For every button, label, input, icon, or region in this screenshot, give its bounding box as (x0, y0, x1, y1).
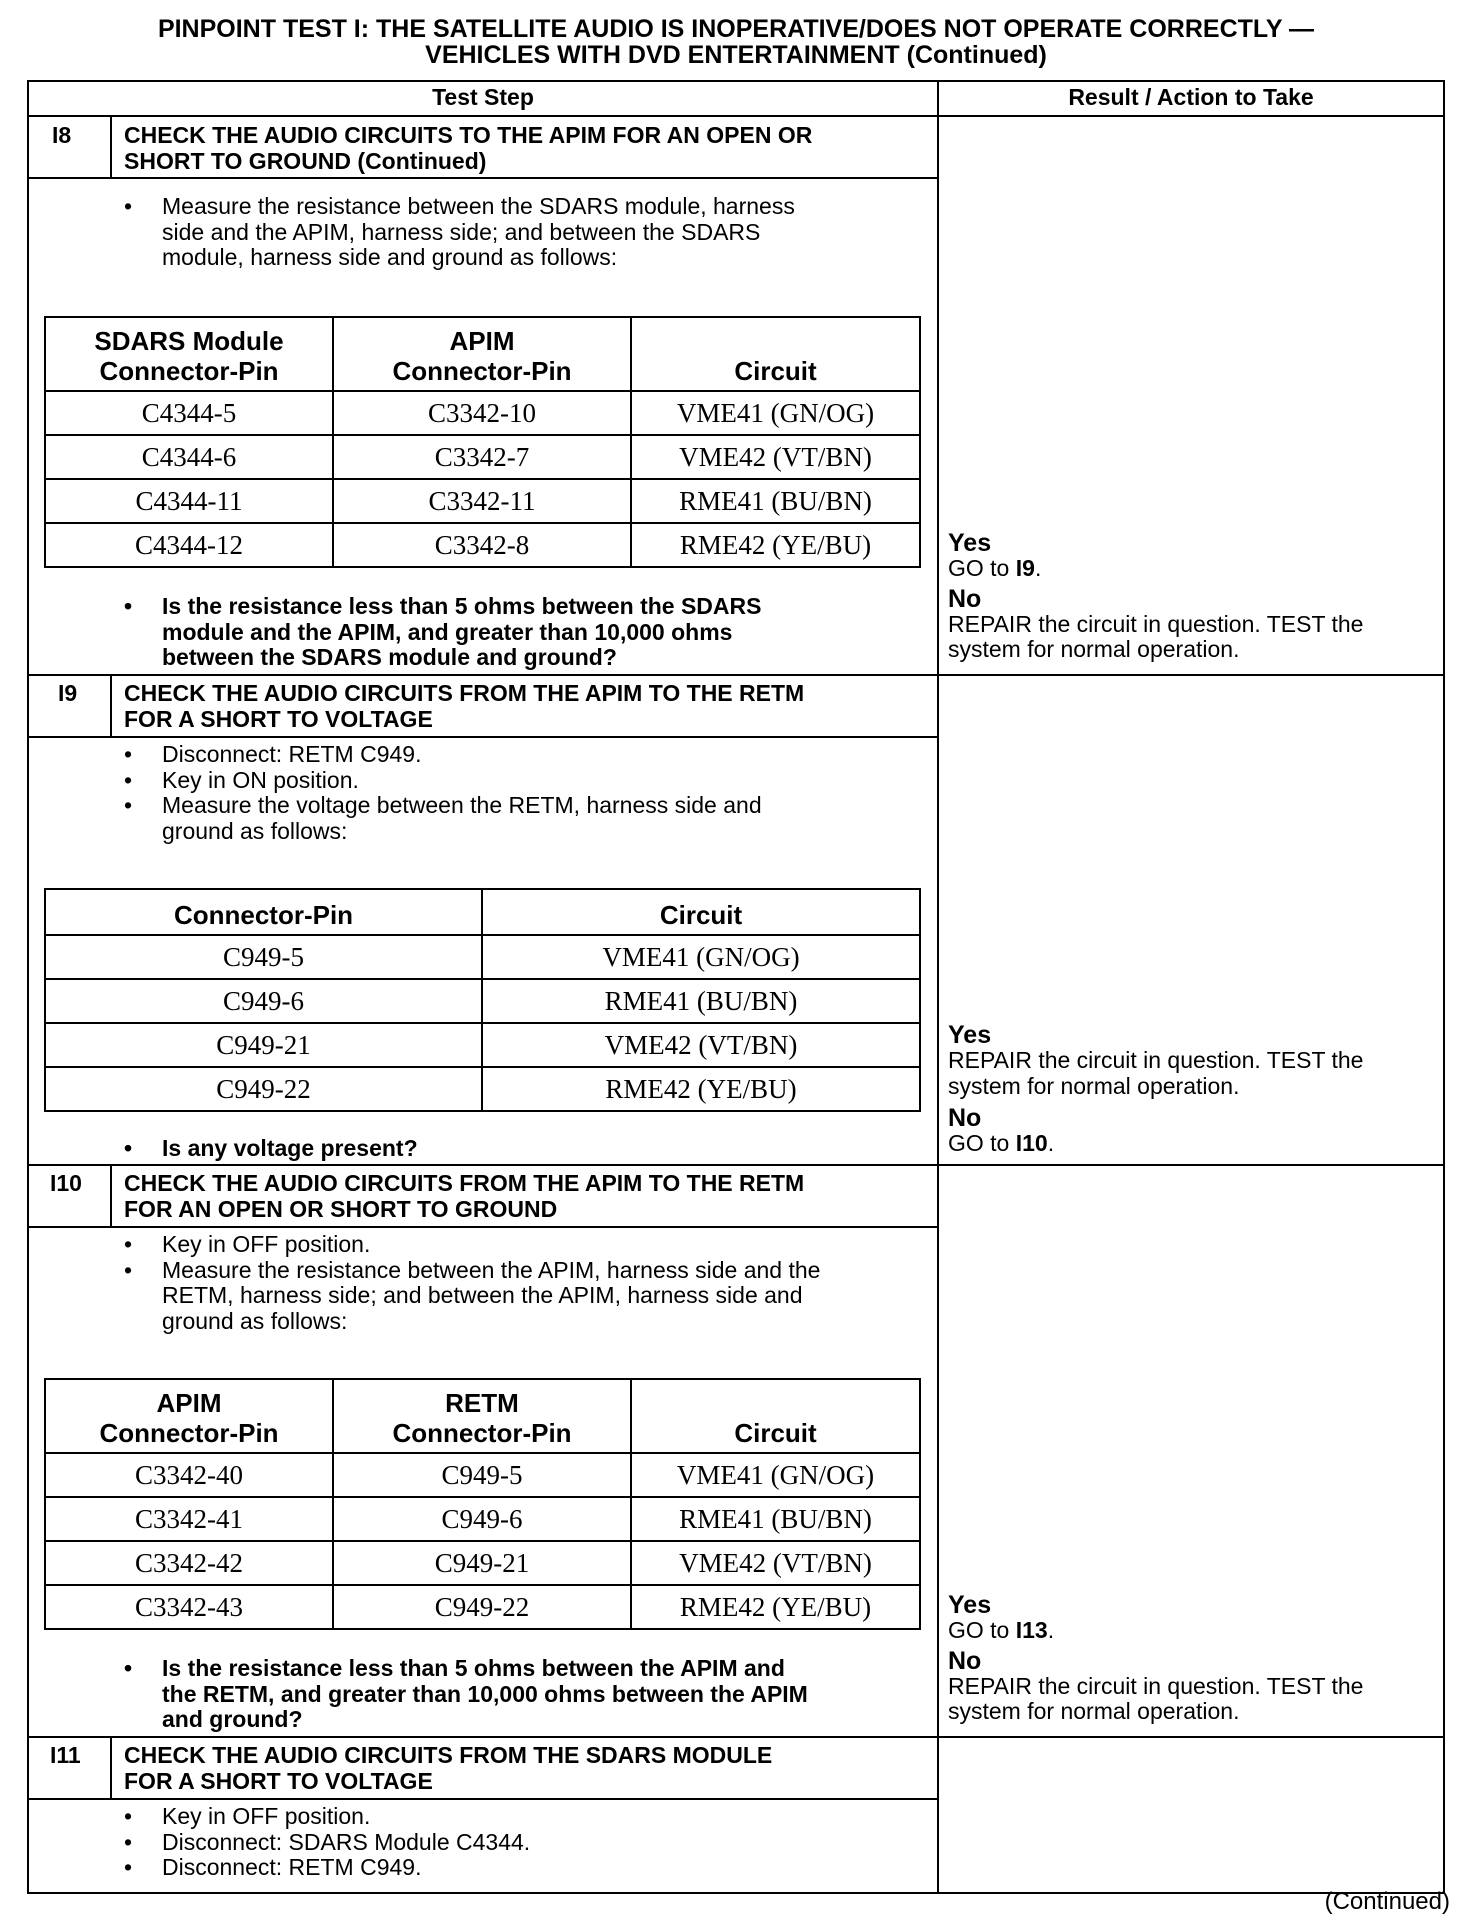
step-number-i9: I9 (58, 680, 78, 706)
instruction-line: ground as follows: (162, 817, 348, 844)
instruction-line: • Disconnect: RETM C949. (162, 1854, 422, 1880)
table-cell: C3342-7 (333, 435, 631, 479)
table-row (45, 479, 920, 523)
instruction-line: • Key in OFF position. (162, 1803, 371, 1829)
header-divider (27, 115, 1445, 117)
result-i9 (948, 1022, 1448, 1157)
step-title-divider-i9 (27, 736, 939, 738)
instruction-line: • Measure the resistance between the SDARS module, harness (162, 193, 795, 219)
step-title-i9 (124, 680, 924, 732)
step-divider (27, 1164, 1445, 1166)
step-number-i10: I10 (50, 1170, 82, 1196)
continued-note: (Continued) (1324, 1888, 1450, 1915)
table-cell: C3342-42 (45, 1541, 333, 1585)
column-header: Connector-Pin (45, 889, 482, 935)
result-no-label: No (948, 584, 982, 613)
table-cell: C949-22 (45, 1067, 482, 1111)
result-yes-label: Yes (948, 1021, 992, 1049)
instruction-line: module, harness side and ground as follows: (162, 244, 618, 270)
step-i11-instructions (124, 1804, 924, 1881)
table-cell: C949-6 (45, 979, 482, 1023)
table-cell: RME41 (BU/BN) (631, 1497, 920, 1541)
result-yes-label: Yes (948, 1591, 992, 1619)
column-header-line: RETM (445, 1388, 519, 1418)
step-number-divider-i9 (110, 674, 112, 736)
step-title-i11-line2: FOR A SHORT TO VOLTAGE (124, 1768, 433, 1794)
table-cell: RME41 (BU/BN) (631, 479, 920, 523)
column-header-line: SDARS Module (94, 326, 284, 356)
table-cell: VME41 (GN/OG) (631, 1453, 920, 1497)
question-line: and ground? (162, 1706, 303, 1732)
step-title-i10 (124, 1170, 924, 1222)
step-i9-instructions (124, 742, 924, 844)
step-title-divider-i11 (27, 1798, 939, 1800)
step-title-i10-line1: CHECK THE AUDIO CIRCUITS FROM THE APIM TO THE RETM (124, 1170, 805, 1196)
list-item (124, 742, 924, 768)
column-header-line: Connector-Pin (99, 356, 279, 386)
table-cell: RME42 (YE/BU) (631, 1585, 920, 1629)
step-title-i8-line1: CHECK THE AUDIO CIRCUITS TO THE APIM FOR AN OPEN OR (124, 122, 813, 148)
i8-connector-table (44, 316, 921, 568)
table-cell: C949-5 (333, 1453, 631, 1497)
question-line: • Is the resistance less than 5 ohms between the APIM and (162, 1655, 785, 1681)
table-cell: C949-6 (333, 1497, 631, 1541)
step-i9-question (124, 1136, 924, 1162)
step-reference: I13 (1015, 1617, 1048, 1643)
step-divider (27, 1736, 1445, 1738)
step-number-divider-i10 (110, 1164, 112, 1226)
column-header-line: Connector-Pin (99, 1418, 279, 1448)
step-number-i8: I8 (52, 122, 72, 148)
action-text: GO to (948, 1130, 1016, 1156)
table-cell: C949-21 (333, 1541, 631, 1585)
table-header-row (45, 889, 920, 935)
table-row (45, 435, 920, 479)
i9-connector-table (44, 888, 921, 1112)
list-item (124, 1136, 924, 1162)
table-cell: C949-5 (45, 935, 482, 979)
table-row (45, 1541, 920, 1585)
result-yes-label: Yes (948, 529, 992, 557)
column-header (631, 1379, 920, 1453)
instruction-line: • Measure the voltage between the RETM, harness side and (162, 792, 762, 818)
result-i8 (948, 530, 1448, 663)
list-item (124, 1656, 924, 1733)
table-row (45, 935, 920, 979)
column-header: Circuit (482, 889, 920, 935)
result-yes-action (948, 556, 1448, 582)
column-header-line: Circuit (734, 356, 817, 386)
table-cell: C4344-6 (45, 435, 333, 479)
instruction-line: • Measure the resistance between the APIM, harness side and the (162, 1256, 821, 1283)
list-item (124, 194, 924, 271)
step-title-divider-i8 (27, 177, 939, 179)
i10-connector-table (44, 1378, 921, 1630)
table-row (45, 1067, 920, 1111)
result-no-action: system for normal operation. (948, 1698, 1240, 1724)
page-title-line2: VEHICLES WITH DVD ENTERTAINMENT (Continued) (425, 41, 1047, 69)
page-title-line1: PINPOINT TEST I: THE SATELLITE AUDIO IS INOPERATIVE/DOES NOT OPERATE CORRECTLY — (157, 15, 1315, 43)
table-cell: RME42 (YE/BU) (631, 523, 920, 567)
table-header-row (45, 317, 920, 391)
table-row (45, 391, 920, 435)
instruction-line: RETM, harness side; and between the APIM, harness side and (162, 1282, 803, 1308)
question-line: module and the APIM, and greater than 10,000 ohms (162, 618, 733, 645)
table-row (45, 1023, 920, 1067)
column-header-line: Connector-Pin (392, 1418, 572, 1448)
step-i8-question (124, 594, 924, 671)
result-i10 (948, 1592, 1448, 1725)
table-cell: C3342-43 (45, 1585, 333, 1629)
step-title-i9-line2: FOR A SHORT TO VOLTAGE (124, 706, 433, 732)
table-cell: RME41 (BU/BN) (482, 979, 920, 1023)
column-divider (937, 80, 939, 1894)
table-cell: C3342-8 (333, 523, 631, 567)
table-row (45, 523, 920, 567)
table-cell: C3342-41 (45, 1497, 333, 1541)
step-title-i11 (124, 1742, 924, 1794)
table-cell: VME42 (VT/BN) (631, 435, 920, 479)
step-title-i11-line1: CHECK THE AUDIO CIRCUITS FROM THE SDARS MODULE (124, 1742, 773, 1768)
question-line: the RETM, and greater than 10,000 ohms between the APIM (162, 1680, 808, 1707)
table-cell: C949-21 (45, 1023, 482, 1067)
step-divider (27, 674, 1445, 676)
column-header (333, 317, 631, 391)
table-row (45, 1453, 920, 1497)
test-step-header: Test Step (432, 84, 534, 110)
list-item (124, 768, 924, 794)
step-i10-question (124, 1656, 924, 1733)
table-cell: C3342-10 (333, 391, 631, 435)
column-header (45, 317, 333, 391)
step-title-i8 (124, 122, 924, 174)
list-item (124, 1804, 924, 1830)
column-header (631, 317, 920, 391)
list-item (124, 1855, 924, 1881)
question-line: • Is any voltage present? (162, 1135, 418, 1161)
result-yes-action (948, 1618, 1448, 1644)
question-line: • Is the resistance less than 5 ohms between the SDARS (162, 593, 762, 619)
action-text: . (1034, 555, 1042, 581)
step-number-divider-i11 (110, 1736, 112, 1798)
table-cell: C949-22 (333, 1585, 631, 1629)
step-i10-instructions (124, 1232, 924, 1334)
step-i8-instructions (124, 194, 924, 271)
step-title-i9-line1: CHECK THE AUDIO CIRCUITS FROM THE APIM TO THE RETM (124, 680, 805, 706)
column-header-line: APIM (449, 326, 515, 356)
instruction-line: • Key in ON position. (162, 766, 359, 793)
result-no-action: system for normal operation. (948, 636, 1240, 662)
step-title-divider-i10 (27, 1226, 939, 1228)
step-title-i10-line2: FOR AN OPEN OR SHORT TO GROUND (124, 1196, 558, 1222)
instruction-line: • Key in OFF position. (162, 1231, 371, 1257)
result-no-label: No (948, 1104, 982, 1132)
table-cell: C3342-40 (45, 1453, 333, 1497)
instruction-line: side and the APIM, harness side; and between the SDARS (162, 218, 761, 245)
table-cell: RME42 (YE/BU) (482, 1067, 920, 1111)
instruction-line: • Disconnect: RETM C949. (162, 741, 422, 767)
table-row (45, 1497, 920, 1541)
question-line: between the SDARS module and ground? (162, 644, 617, 670)
action-text: GO to (948, 555, 1016, 581)
list-item (124, 594, 924, 671)
result-no-label: No (948, 1646, 982, 1675)
result-no-action: REPAIR the circuit in question. TEST the (948, 1672, 1364, 1699)
result-no-action: REPAIR the circuit in question. TEST the (948, 610, 1364, 637)
step-reference: I9 (1015, 555, 1035, 581)
step-reference: I10 (1015, 1130, 1048, 1156)
column-header (45, 1379, 333, 1453)
column-header-line: Circuit (734, 1418, 817, 1448)
column-header-line: APIM (156, 1388, 222, 1418)
column-header-line: Connector-Pin (392, 356, 572, 386)
step-number-divider-i8 (110, 115, 112, 177)
table-cell: VME42 (VT/BN) (631, 1541, 920, 1585)
result-yes-action: REPAIR the circuit in question. TEST the (948, 1047, 1364, 1073)
list-item (124, 1830, 924, 1856)
instruction-line: ground as follows: (162, 1307, 348, 1334)
list-item (124, 793, 924, 844)
action-text: . (1047, 1130, 1055, 1156)
step-number-i11: I11 (50, 1742, 81, 1768)
table-header-row (45, 1379, 920, 1453)
action-text: GO to (948, 1617, 1016, 1643)
table-cell: VME41 (GN/OG) (482, 935, 920, 979)
table-cell: C3342-11 (333, 479, 631, 523)
column-header (333, 1379, 631, 1453)
result-no-action (948, 1131, 1448, 1157)
table-row (45, 1585, 920, 1629)
result-yes-action: system for normal operation. (948, 1072, 1240, 1099)
list-item (124, 1232, 924, 1258)
table-row (45, 979, 920, 1023)
list-item (124, 1258, 924, 1335)
table-cell: C4344-11 (45, 479, 333, 523)
table-cell: VME42 (VT/BN) (482, 1023, 920, 1067)
action-text: . (1047, 1617, 1055, 1643)
instruction-line: • Disconnect: SDARS Module C4344. (162, 1828, 531, 1855)
table-cell: VME41 (GN/OG) (631, 391, 920, 435)
table-cell: C4344-12 (45, 523, 333, 567)
table-cell: C4344-5 (45, 391, 333, 435)
step-title-i8-line2: SHORT TO GROUND (Continued) (124, 148, 487, 174)
result-header: Result / Action to Take (1068, 84, 1314, 110)
